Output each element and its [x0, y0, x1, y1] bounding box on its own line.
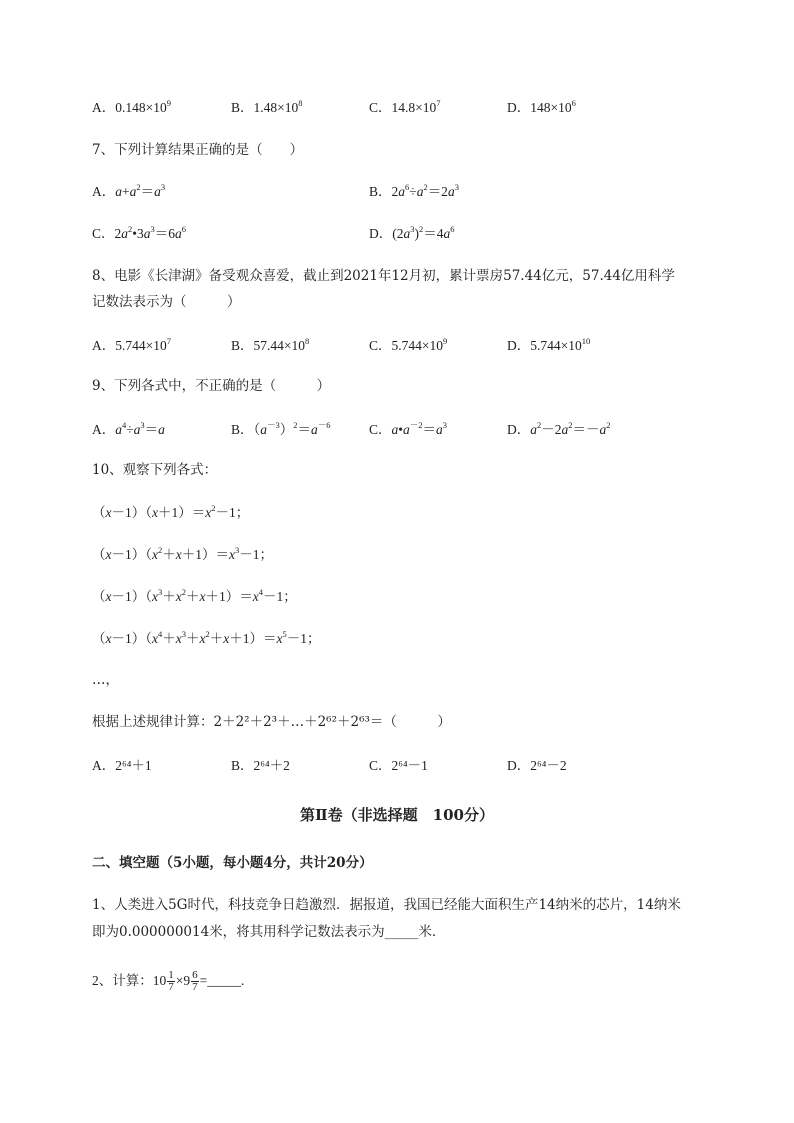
q8-option-d: D．$5.744\times 10^{10}$ — [507, 336, 591, 353]
q10-option-d: D．2⁶⁴－2 — [507, 758, 567, 773]
q6-option-d: D．$148\times 10^6$ — [507, 98, 576, 115]
q8-option-c: C．$5.744\times 10^9$ — [369, 336, 448, 353]
q9-option-d: D．$a^2-2a^2=-a^2$ — [507, 420, 611, 437]
q8-option-b: B．$57.44\times 10^8$ — [231, 336, 310, 353]
part2-title: 第Ⅱ卷（非选择题 100分） — [300, 806, 494, 824]
fill2-prefix: 2、计算： — [92, 973, 153, 988]
fill-section-heading: 二、填空题（5小题，每小题4分，共计20分） — [92, 855, 373, 871]
q10-option-c: C．2⁶⁴－1 — [369, 758, 428, 773]
q7-option-c: C．$2a^2•3a^3=6a^6$ — [92, 224, 186, 241]
q7-option-d: D．$(2a^3)^2=4a^6$ — [369, 224, 455, 241]
q8-stem-line2: 记数法表示为（ ） — [92, 294, 241, 310]
q10-compute: 根据上述规律计算：2＋2²＋2³＋…＋2⁶²＋2⁶³＝（ ） — [92, 714, 451, 730]
q6-option-a: A．$0.148\times 10^9$ — [92, 98, 171, 115]
q9-option-b: B．$(a^{-3})^2=a^{-6}$ — [231, 420, 331, 437]
fill2-expression: 2、计算：10 $\frac{1}{7}$ ×9 $\frac{6}{7}$ =_____. — [92, 969, 245, 994]
q7-option-b: B．$2a^6\div a^2=2a^3$ — [369, 182, 459, 199]
q10-identity-3: $(x-1)(x^3+x^2+x+1)=x^4-1$； — [92, 587, 297, 604]
q10-identity-4: $(x-1)(x^4+x^3+x^2+x+1)=x^5-1$； — [92, 629, 321, 646]
fill2-fraction-1: $\frac{1}{7}$ — [168, 969, 174, 994]
fill2-fraction-2: $\frac{6}{7}$ — [192, 969, 198, 994]
q7-option-a: A．$a+a^2=a^3$ — [92, 182, 166, 199]
fill1-line2: 即为0.000000014米，将其用科学记数法表示为_____米． — [92, 924, 446, 940]
fill2-whole-2: 9 — [183, 973, 191, 988]
q10-stem: 10、观察下列各式： — [92, 462, 218, 478]
q10-identity-2: $(x-1)(x^2+x+1)=x^3-1$； — [92, 545, 273, 562]
q6-option-c: C．$14.8\times 10^7$ — [369, 98, 441, 115]
q9-stem: 9、下列各式中，不正确的是（ ） — [92, 378, 331, 394]
q10-option-b: B．2⁶⁴＋2 — [231, 758, 290, 773]
q7-stem: 7、下列计算结果正确的是（ ） — [92, 142, 304, 158]
q9-option-c: C．$a•a^{-2}=a^3$ — [369, 420, 448, 437]
q10-option-a: A．2⁶⁴＋1 — [92, 758, 152, 773]
q8-option-a: A．$5.744\times 10^7$ — [92, 336, 171, 353]
fill1-line1: 1、人类进入5G时代，科技竞争日趋激烈．据报道，我国已经能大面积生产14纳米的芯片，14纳米 — [92, 897, 681, 913]
fill2-whole-1: 10 — [152, 973, 167, 988]
fill2-answer-blank: =_____. — [199, 973, 245, 988]
q9-option-a: A．$a^4\div a^3=a$ — [92, 420, 165, 437]
q8-stem-line1: 8、电影《长津湖》备受观众喜爱，截止到2021年12月初，累计票房57.44亿元，57.44亿用科学 — [92, 268, 675, 284]
q10-identity-1: $(x-1)(x+1)=x^2-1$； — [92, 503, 250, 520]
q10-ellipsis: …， — [92, 672, 119, 688]
q6-option-b: B．$1.48\times 10^8$ — [231, 98, 303, 115]
